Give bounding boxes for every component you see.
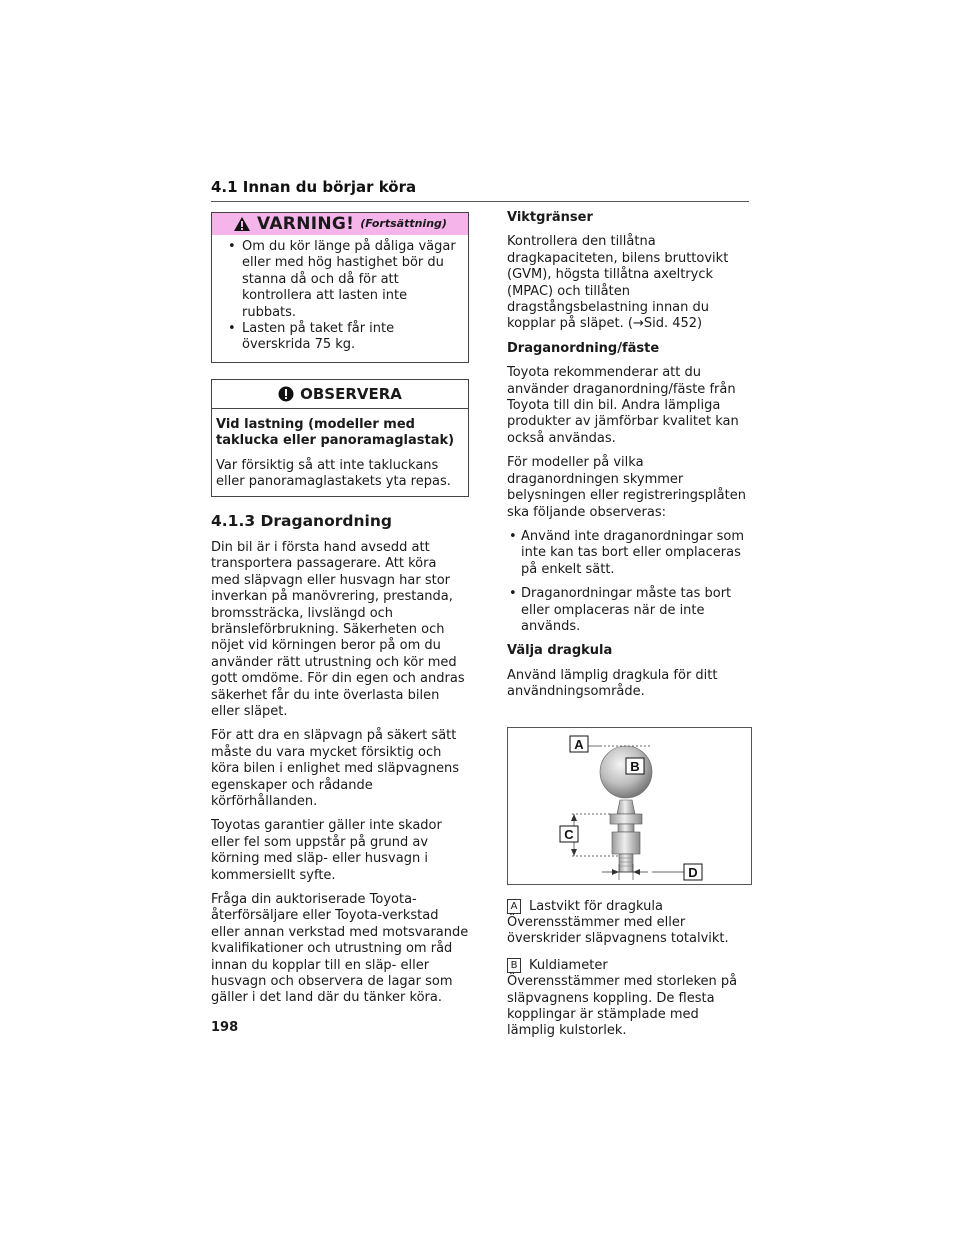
warning-title: VARNING! (257, 213, 355, 234)
hitch-text: För modeller på vilka draganordningen skymmer belysningen eller registreringsplåten ska följande observeras: (507, 455, 746, 520)
warning-box (211, 212, 469, 363)
figure-label-c (560, 826, 578, 842)
legend-title: Lastvikt för dragkula (529, 898, 663, 914)
observe-title: OBSERVERA (300, 384, 402, 403)
observe-body (212, 409, 468, 497)
figure-label-d (684, 864, 702, 880)
left-column (211, 212, 469, 1015)
section-paragraph: Fråga din auktoriserade Toyota-återförsäljare eller Toyota-verkstad eller annan verkstad med motsvarande kvalifikationer och utrustning om råd innan du kopplar till en släp- eller husvagn och observera de lagar som gäller i det land där du tänker köra. (211, 892, 469, 1006)
tow-ball-illustration (508, 728, 751, 884)
warning-subtitle: (Fortsättning) (360, 216, 447, 230)
section-title: 4.1.3 Draganordning (211, 512, 392, 531)
hitch-text: Toyota rekommenderar att du använder draganordning/fäste från Toyota till din bil. Andra lämpliga produkter av jämförbar kvalitet kan också användas. (507, 365, 739, 446)
page-number: 198 (211, 1020, 239, 1035)
hitch-bullet: • Använd inte draganordningar som inte kan tas bort eller omplaceras på enkelt sätt. (509, 528, 745, 577)
legend-title: Kuldiameter (529, 957, 608, 973)
warning-bullet-text: Om du kör länge på dåliga vägar eller med hög hastighet bör du stanna då och då för att kontrollera att lasten inte rubbats. (242, 239, 456, 320)
section-paragraph: Toyotas garantier gäller inte skador eller fel som uppstår på grund av körning med släp- eller husvagn i kommersiellt syfte. (211, 818, 442, 883)
caution-icon (278, 386, 294, 402)
legend-text: Överensstämmer med storleken på släpvagnens koppling. De flesta kopplingar är stämplade med lämplig kulstorlek. (507, 974, 738, 1039)
hitch-bullet-text: Draganordningar måste tas bort eller omplaceras när de inte används. (521, 586, 732, 634)
legend-key: A (507, 899, 521, 914)
warning-bullet: • Lasten på taket får inte överskrida 75 kg. (228, 321, 395, 353)
section-paragraph: Din bil är i första hand avsedd att transportera passagerare. Att köra med släpvagn eller husvagn har stor inverkan på manövrering, prestanda, bromssträcka, livslängd och bränsleförbrukning. Säkerheten och nöjet vid körningen beror på om du använder rätt utrustning och kör med gott omdöme. För din egen och andras säkerhet får du inte överlasta bilen eller släpet. (211, 539, 465, 719)
figure-label-a (570, 736, 588, 752)
right-column (507, 210, 750, 1050)
observe-box (211, 379, 469, 498)
legend-item (507, 958, 750, 1040)
page-header: 4.1 Innan du börjar köra (211, 178, 749, 202)
hitch-bullet: • Draganordningar måste tas bort eller omplaceras när de inte används. (509, 586, 732, 634)
warning-header (212, 213, 468, 235)
ball-title: Välja dragkula (507, 643, 613, 659)
ball-text: Använd lämplig dragkula för ditt användningsområde. (507, 667, 718, 700)
figure-label-b (626, 758, 644, 774)
weight-title: Viktgränser (507, 210, 593, 225)
warning-bullet: • Om du kör länge på dåliga vägar eller med hög hastighet bör du stanna då och då för att kontrollera att lasten inte rubbats. (228, 239, 456, 320)
svg-text:B: B (630, 758, 640, 774)
legend-key: B (507, 958, 521, 973)
legend-text: Överensstämmer med eller överskrider släpvagnens totalvikt. (507, 914, 729, 947)
svg-text:D: D (688, 864, 698, 880)
observe-header (212, 380, 468, 409)
tow-ball-figure (507, 727, 752, 885)
weight-text: Kontrollera den tillåtna dragkapaciteten, bilens bruttovikt (GVM), högsta tillåtna axeltryck (MPAC) och tillåten dragstångsbelastning innan du kopplar på släpet. (→Sid. 452) (507, 234, 729, 332)
warning-bullet-text: Lasten på taket får inte överskrida 75 kg. (242, 321, 395, 353)
warning-icon (233, 216, 251, 232)
hitch-bullet-text: Använd inte draganordningar som inte kan tas bort eller omplaceras på enkelt sätt. (521, 528, 745, 577)
legend-item (507, 899, 750, 948)
svg-text:A: A (574, 736, 584, 752)
hitch-title: Draganordning/fäste (507, 340, 660, 356)
observe-text: Var försiktig så att inte takluckans eller panoramaglastakets yta repas. (216, 457, 451, 490)
svg-text:C: C (564, 826, 574, 842)
warning-body (212, 235, 468, 362)
section-paragraph: För att dra en släpvagn på säkert sätt måste du vara mycket försiktig och köra bilen i enlighet med släpvagnens egenskaper och rådande körförhållanden. (211, 728, 460, 809)
observe-heading: Vid lastning (modeller med taklucka eller panoramaglastak) (216, 416, 455, 449)
